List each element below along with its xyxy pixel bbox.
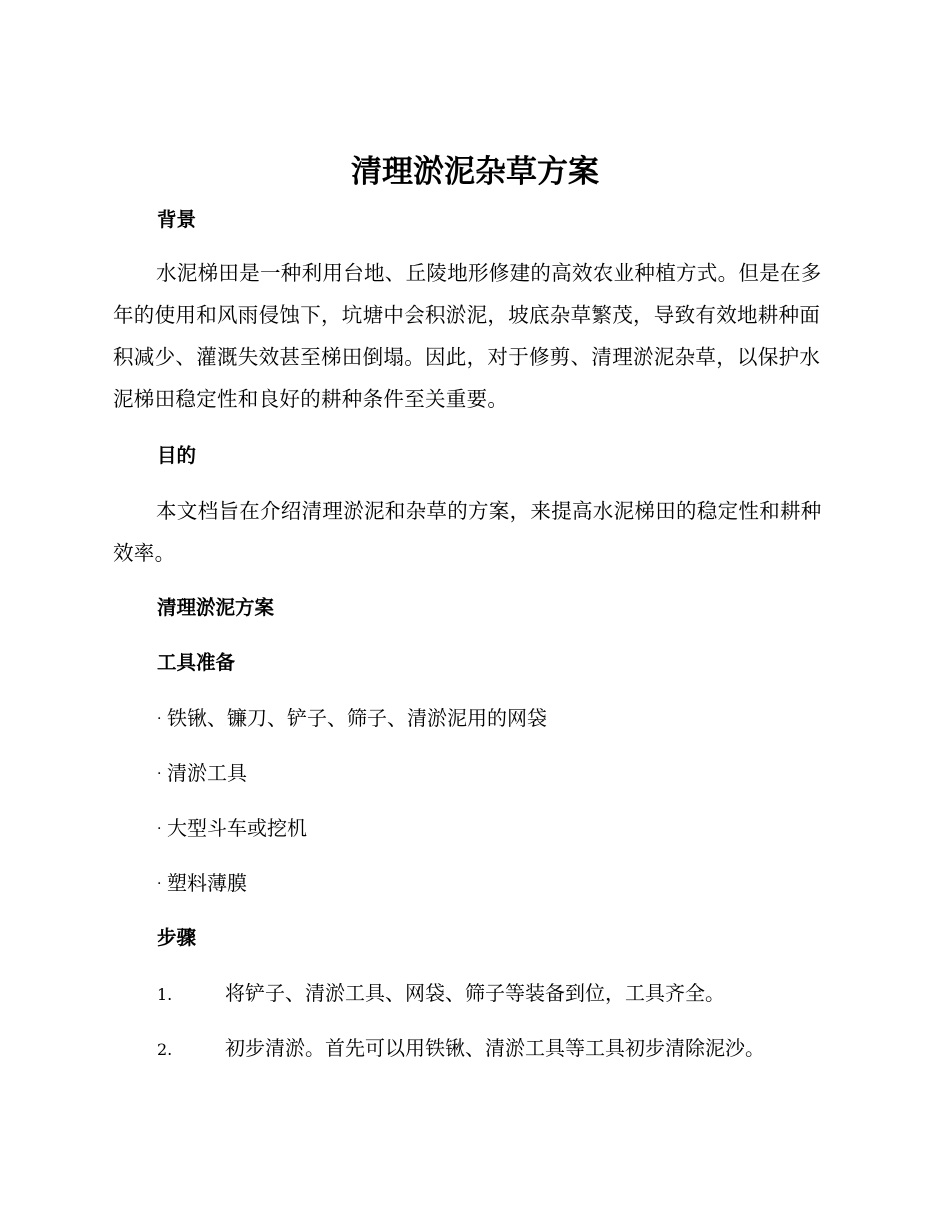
numbered-list-item [157, 1034, 765, 1064]
step-number: 1. [157, 985, 173, 1004]
list-item-text: 塑料薄膜 [167, 871, 247, 895]
list-item [157, 759, 247, 788]
document-title: 清理淤泥杂草方案 [351, 154, 599, 190]
list-item [157, 704, 547, 733]
paragraph-background: 水泥梯田是一种利用台地、丘陵地形修建的高效农业种植方式。但是在多年的使用和风雨侵蚀下，坑塘中会积淤泥，坡底杂草繁茂，导致有效地耕种面积减少、灌溉失效甚至梯田倒塌。因此，对于修剪、清理淤泥杂草，以保护水泥梯田稳定性和良好的耕种条件至关重要。 [113, 261, 822, 411]
heading-tools: 工具准备 [157, 651, 236, 674]
list-item-text: 大型斗车或挖机 [167, 816, 307, 840]
step-text: 将铲子、清淤工具、网袋、筛子等装备到位，工具齐全。 [225, 981, 725, 1005]
bullet-icon: · [157, 876, 162, 892]
step-text: 初步清淤。首先可以用铁锹、清淤工具等工具初步清除泥沙。 [225, 1036, 765, 1060]
list-item-text: 铁锹、镰刀、铲子、筛子、清淤泥用的网袋 [167, 706, 547, 730]
heading-cleanup-plan: 清理淤泥方案 [157, 596, 275, 619]
bullet-icon: · [157, 821, 162, 837]
paragraph-purpose: 本文档旨在介绍清理淤泥和杂草的方案，来提高水泥梯田的稳定性和耕种效率。 [113, 499, 822, 565]
list-item [157, 814, 307, 843]
heading-purpose: 目的 [157, 444, 197, 467]
step-number: 2. [157, 1040, 173, 1059]
numbered-list-item [157, 979, 725, 1009]
bullet-icon: · [157, 766, 162, 782]
list-item [157, 869, 247, 898]
list-item-text: 清淤工具 [167, 761, 247, 785]
bullet-icon: · [157, 711, 162, 727]
heading-background: 背景 [157, 208, 197, 231]
heading-steps: 步骤 [157, 926, 197, 949]
